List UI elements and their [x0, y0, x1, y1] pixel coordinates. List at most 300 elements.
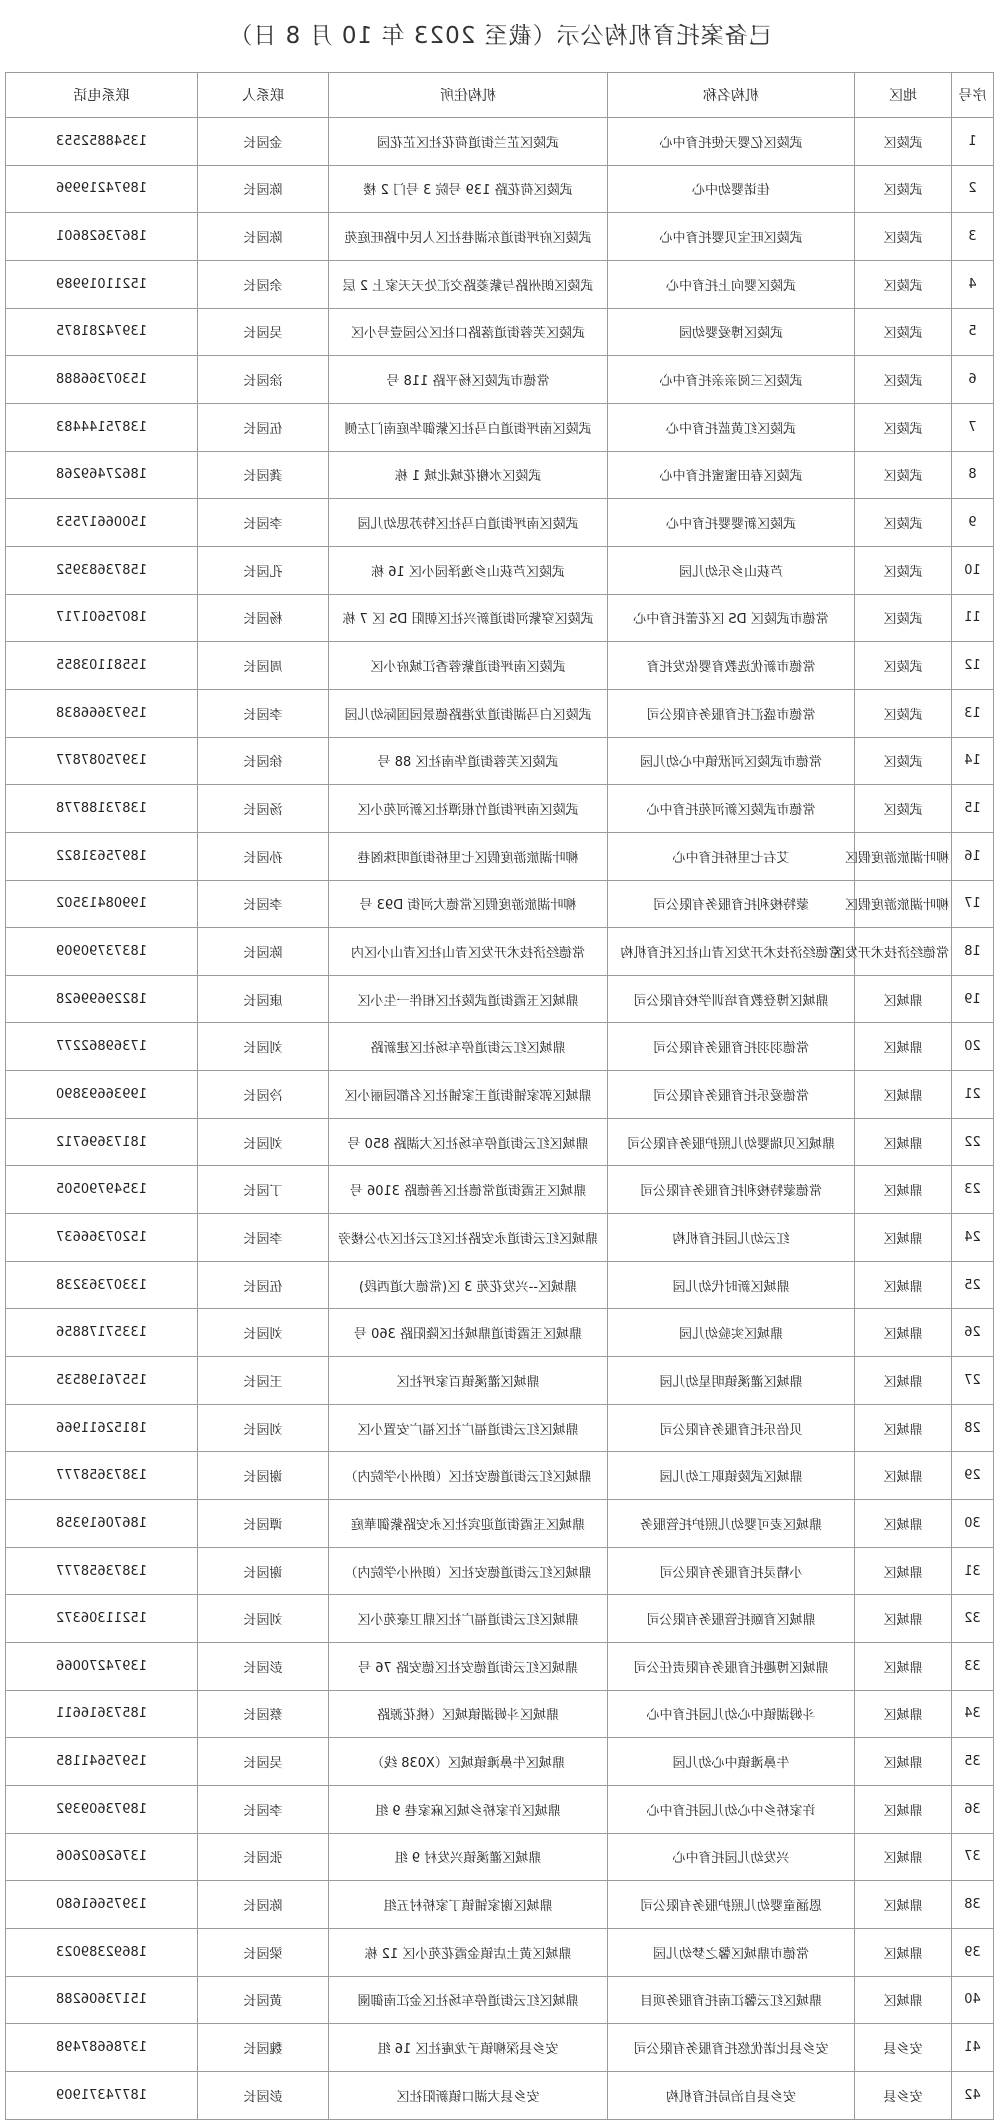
contact-cell: 龚园长 [198, 451, 329, 499]
region-cell: 武陵区 [855, 451, 952, 499]
seq-cell: 11 [952, 594, 994, 642]
seq-cell: 26 [952, 1309, 994, 1357]
region-cell: 武陵区 [855, 499, 952, 547]
region-cell: 武陵区 [855, 785, 952, 833]
table-row [6, 1023, 994, 1071]
seq-cell: 36 [952, 1785, 994, 1833]
table-row [6, 356, 994, 404]
contact-cell: 徐园长 [198, 737, 329, 785]
contact-cell: 李园长 [198, 689, 329, 737]
region-cell: 鼎城区 [855, 1643, 952, 1691]
seq-cell: 34 [952, 1690, 994, 1738]
phone-cell: 15207366637 [6, 1214, 198, 1262]
header-address: 机构住所 [329, 73, 608, 118]
org-name-cell: 安乡县自治局托育机构 [608, 2071, 855, 2119]
address-cell: 鼎城区郭家铺街道王家铺社区名都园丽小区 [329, 1071, 608, 1119]
contact-cell: 涂园长 [198, 356, 329, 404]
contact-cell: 彭园长 [198, 2071, 329, 2119]
org-name-cell: 武陵区三阅亲亲托育中心 [608, 356, 855, 404]
phone-cell: 18692389023 [6, 1928, 198, 1976]
region-cell: 鼎城区 [855, 1833, 952, 1881]
seq-cell: 32 [952, 1595, 994, 1643]
table-row [6, 165, 994, 213]
phone-cell: 15307366888 [6, 356, 198, 404]
phone-cell: 13786687498 [6, 2024, 198, 2072]
phone-cell: 13548852553 [6, 118, 198, 166]
address-cell: 武陵区穿紫河街道新兴社区朝阳 DS 区 7 栋 [329, 594, 608, 642]
org-name-cell: 兴发幼儿园托育中心 [608, 1833, 855, 1881]
seq-cell: 42 [952, 2071, 994, 2119]
table-row [6, 451, 994, 499]
org-name-cell: 恩涵童婴幼儿照护服务有限公司 [608, 1881, 855, 1929]
region-cell: 柳叶湖旅游度假区 [855, 832, 952, 880]
contact-cell: 梁园长 [198, 1928, 329, 1976]
seq-cell: 31 [952, 1547, 994, 1595]
phone-cell: 15006617553 [6, 499, 198, 547]
seq-cell: 23 [952, 1166, 994, 1214]
org-name-cell: 斗姆湖镇中心幼儿园托育中心 [608, 1690, 855, 1738]
table-row [6, 1261, 994, 1309]
table-row [6, 2024, 994, 2072]
region-cell: 鼎城区 [855, 1928, 952, 1976]
contact-cell: 刘园长 [198, 1595, 329, 1643]
contact-cell: 周园长 [198, 642, 329, 690]
org-name-cell: 许家桥乡中心幼儿园托育中心 [608, 1785, 855, 1833]
address-cell: 安乡县大湖口镇新阳社区 [329, 2071, 608, 2119]
address-cell: 鼎城区红云街道停车场社区大湖路 850 号 [329, 1118, 608, 1166]
org-name-cell: 鼎城区麦可婴幼儿照护托管服务 [608, 1500, 855, 1548]
org-name-cell: 佳诺婴幼中心 [608, 165, 855, 213]
contact-cell: 孔园长 [198, 546, 329, 594]
org-name-cell: 武陵区春田蜜蜜托育中心 [608, 451, 855, 499]
org-name-cell: 常德市武陵区河洑镇中心幼儿园 [608, 737, 855, 785]
table-row [6, 1595, 994, 1643]
contact-cell: 刘园长 [198, 1118, 329, 1166]
phone-cell: 15975641185 [6, 1738, 198, 1786]
phone-cell: 18075601717 [6, 594, 198, 642]
contact-cell: 丁园长 [198, 1166, 329, 1214]
org-name-cell: 鼎城区红云馨江南托育服务项目 [608, 1976, 855, 2024]
table-row [6, 2071, 994, 2119]
phone-cell: 19908413502 [6, 880, 198, 928]
region-cell: 鼎城区 [855, 1357, 952, 1405]
table-header [6, 73, 994, 118]
address-cell: 武陵区南坪街道紫蓉香江城府小区 [329, 642, 608, 690]
address-cell: 鼎城区玉霞街道迎宾社区永安路紫御華庭 [329, 1500, 608, 1548]
table-row [6, 1643, 994, 1691]
address-cell: 鼎城区红云街道福广社区鼎卫豪苑小区 [329, 1595, 608, 1643]
org-name-cell: 常德爱乐托育服务有限公司 [608, 1071, 855, 1119]
phone-cell: 18573616611 [6, 1690, 198, 1738]
region-cell: 鼎城区 [855, 1881, 952, 1929]
address-cell: 鼎城区黄土店镇金霞花苑小区 12 栋 [329, 1928, 608, 1976]
region-cell: 鼎城区 [855, 1023, 952, 1071]
contact-cell: 谭园长 [198, 1500, 329, 1548]
org-name-cell: 贝倍乐托育服务有限公司 [608, 1404, 855, 1452]
contact-cell: 刘园长 [198, 1023, 329, 1071]
seq-cell: 13 [952, 689, 994, 737]
table-row [6, 1309, 994, 1357]
region-cell: 鼎城区 [855, 1595, 952, 1643]
address-cell: 柳叶湖旅游度假区常德大河街 D93 号 [329, 880, 608, 928]
seq-cell: 19 [952, 975, 994, 1023]
seq-cell: 18 [952, 928, 994, 976]
region-cell: 柳叶湖旅游度假区 [855, 880, 952, 928]
header-region: 地区 [855, 73, 952, 118]
org-name-cell: 小精灵托育服务有限公司 [608, 1547, 855, 1595]
region-cell: 鼎城区 [855, 1214, 952, 1262]
address-cell: 武陵区南坪街道白马社区特苏思幼儿园 [329, 499, 608, 547]
phone-cell: 18673628601 [6, 213, 198, 261]
phone-cell: 18152611966 [6, 1404, 198, 1452]
seq-cell: 6 [952, 356, 994, 404]
table-row [6, 499, 994, 547]
org-name-cell: 艾右七里桥托育中心 [608, 832, 855, 880]
table-row [6, 832, 994, 880]
address-cell: 武陵区芙蓉街道华南社区 88 号 [329, 737, 608, 785]
address-cell: 常德经济技术开发区青山社区青山小区内 [329, 928, 608, 976]
table-row [6, 1976, 994, 2024]
phone-cell: 18774371909 [6, 2071, 198, 2119]
region-cell: 武陵区 [855, 213, 952, 261]
table-row [6, 1881, 994, 1929]
registry-table [5, 72, 994, 2120]
phone-cell: 13873658777 [6, 1452, 198, 1500]
header-seq: 序号 [952, 73, 994, 118]
phone-cell: 15973666838 [6, 689, 198, 737]
seq-cell: 8 [952, 451, 994, 499]
seq-cell: 39 [952, 1928, 994, 1976]
page-title: 已备案托育机构公示（截至 2023 年 10 月 8 日） [228, 23, 772, 49]
org-name-cell: 鼎城区育颐托管服务有限公司 [608, 1595, 855, 1643]
table-row [6, 1452, 994, 1500]
phone-cell: 13549790505 [6, 1166, 198, 1214]
seq-cell: 28 [952, 1404, 994, 1452]
header-org-name: 机构名称 [608, 73, 855, 118]
region-cell: 武陵区 [855, 308, 952, 356]
address-cell: 鼎城区红云街道德安社区德安路 76 号 [329, 1643, 608, 1691]
phone-cell: 17369862277 [6, 1023, 198, 1071]
org-name-cell: 鼎城区新时代幼儿园 [608, 1261, 855, 1309]
seq-cell: 9 [952, 499, 994, 547]
org-name-cell: 鼎城区博趣托育服务有限责任公司 [608, 1643, 855, 1691]
seq-cell: 29 [952, 1452, 994, 1500]
contact-cell: 吴园长 [198, 308, 329, 356]
region-cell: 鼎城区 [855, 1261, 952, 1309]
phone-cell: 13975661680 [6, 1881, 198, 1929]
table-row [6, 689, 994, 737]
seq-cell: 3 [952, 213, 994, 261]
org-name-cell: 鼎城区实验幼儿园 [608, 1309, 855, 1357]
org-name-cell: 常德市鼎城区馨之梦幼儿园 [608, 1928, 855, 1976]
seq-cell: 7 [952, 403, 994, 451]
table-row [6, 1404, 994, 1452]
seq-cell: 4 [952, 260, 994, 308]
seq-cell: 21 [952, 1071, 994, 1119]
header-phone: 联系电话 [6, 73, 198, 118]
address-cell: 常德市武陵区杨平路 118 号 [329, 356, 608, 404]
phone-cell: 13762602606 [6, 1833, 198, 1881]
seq-cell: 33 [952, 1643, 994, 1691]
phone-cell: 13873658777 [6, 1547, 198, 1595]
contact-cell: 余园长 [198, 260, 329, 308]
phone-cell: 15173606288 [6, 1976, 198, 2024]
contact-cell: 陈园长 [198, 165, 329, 213]
table-row [6, 880, 994, 928]
contact-cell: 李园长 [198, 880, 329, 928]
table-row [6, 1357, 994, 1405]
region-cell: 武陵区 [855, 594, 952, 642]
address-cell: 鼎城区红云街道德安社区（朗州小学院内） [329, 1547, 608, 1595]
seq-cell: 1 [952, 118, 994, 166]
contact-cell: 李园长 [198, 1214, 329, 1262]
seq-cell: 38 [952, 1881, 994, 1929]
seq-cell: 37 [952, 1833, 994, 1881]
header-contact: 联系人 [198, 73, 329, 118]
table-row [6, 1214, 994, 1262]
region-cell: 鼎城区 [855, 1976, 952, 2024]
table-row [6, 213, 994, 261]
phone-cell: 15211019989 [6, 260, 198, 308]
header-row [6, 73, 994, 118]
org-name-cell: 常德羽羽托育服务有限公司 [608, 1023, 855, 1071]
contact-cell: 刘园长 [198, 1404, 329, 1452]
address-cell: 武陵区府坪街道东湖巷社区人民中路旺庭苑 [329, 213, 608, 261]
contact-cell: 伍园长 [198, 403, 329, 451]
org-name-cell: 蒙特梭利托育服务有限公司 [608, 880, 855, 928]
phone-cell: 18627469268 [6, 451, 198, 499]
address-cell: 鼎城区斗姆湖镇城区（桃花源路 [329, 1690, 608, 1738]
address-cell: 鼎城区许家桥乡城区麻家巷 9 组 [329, 1785, 608, 1833]
region-cell: 鼎城区 [855, 1404, 952, 1452]
phone-cell: 13974270066 [6, 1643, 198, 1691]
contact-cell: 张园长 [198, 1833, 329, 1881]
seq-cell: 10 [952, 546, 994, 594]
contact-cell: 杨园长 [198, 594, 329, 642]
region-cell: 鼎城区 [855, 1547, 952, 1595]
address-cell: 鼎城区谢家铺镇丁家桥村五组 [329, 1881, 608, 1929]
contact-cell: 谢园长 [198, 1452, 329, 1500]
region-cell: 鼎城区 [855, 1166, 952, 1214]
address-cell: 鼎城区玉霞街道鼎城社区隆阳路 360 号 [329, 1309, 608, 1357]
region-cell: 武陵区 [855, 642, 952, 690]
contact-cell: 谢园长 [198, 1547, 329, 1595]
org-name-cell: 鼎城区灌溪镇明星幼儿园 [608, 1357, 855, 1405]
address-cell: 武陵区南坪街道白马社区紫御华庭南门左侧 [329, 403, 608, 451]
phone-cell: 18973609392 [6, 1785, 198, 1833]
phone-cell: 13357178856 [6, 1309, 198, 1357]
table-row [6, 737, 994, 785]
phone-cell: 18974219996 [6, 165, 198, 213]
region-cell: 武陵区 [855, 403, 952, 451]
table-row [6, 928, 994, 976]
phone-cell: 13873188778 [6, 785, 198, 833]
region-cell: 武陵区 [855, 356, 952, 404]
contact-cell: 陈园长 [198, 213, 329, 261]
address-cell: 武陵区朗州路与紫菱路交汇处天天家上 2 层 [329, 260, 608, 308]
address-cell: 武陵区荷花路 139 号院 3 号门 2 楼 [329, 165, 608, 213]
contact-cell: 汤园长 [198, 785, 329, 833]
contact-cell: 蔡园长 [198, 1690, 329, 1738]
contact-cell: 李园长 [198, 1785, 329, 1833]
seq-cell: 17 [952, 880, 994, 928]
address-cell: 鼎城区红云街道福广社区福广安置小区 [329, 1404, 608, 1452]
seq-cell: 40 [952, 1976, 994, 2024]
seq-cell: 35 [952, 1738, 994, 1786]
phone-cell: 18229699628 [6, 975, 198, 1023]
seq-cell: 12 [952, 642, 994, 690]
contact-cell: 李园长 [198, 499, 329, 547]
region-cell: 安乡县 [855, 2024, 952, 2072]
org-name-cell: 鼎城区武陵镇职工幼儿园 [608, 1452, 855, 1500]
org-name-cell: 常德市武陵区新河苑托育中心 [608, 785, 855, 833]
address-cell: 鼎城区灌溪镇百家坪社区 [329, 1357, 608, 1405]
region-cell: 武陵区 [855, 165, 952, 213]
table-row [6, 642, 994, 690]
table-row [6, 1166, 994, 1214]
region-cell: 鼎城区 [855, 1738, 952, 1786]
address-cell: 鼎城区红云街道永安路社区红云社区办公楼旁 [329, 1214, 608, 1262]
contact-cell: 冷园长 [198, 1071, 329, 1119]
contact-cell: 王园长 [198, 1357, 329, 1405]
address-cell: 鼎城区红云街道德安社区（朗州小学院内） [329, 1452, 608, 1500]
seq-cell: 16 [952, 832, 994, 880]
table-row [6, 1690, 994, 1738]
phone-cell: 13875144483 [6, 403, 198, 451]
region-cell: 鼎城区 [855, 1118, 952, 1166]
region-cell: 鼎城区 [855, 1309, 952, 1357]
table-row [6, 1785, 994, 1833]
contact-cell: 黄园长 [198, 1976, 329, 2024]
address-cell: 柳叶湖旅游度假区七里桥街道明珠阁巷 [329, 832, 608, 880]
org-name-cell: 武陵区旺宝贝婴托育中心 [608, 213, 855, 261]
org-name-cell: 武陵区新婴婴托育中心 [608, 499, 855, 547]
seq-cell: 22 [952, 1118, 994, 1166]
phone-cell: 18670619358 [6, 1500, 198, 1548]
address-cell: 鼎城区红云街道停车场社区金江南御園 [329, 1976, 608, 2024]
address-cell: 武陵区白马湖街道龙港路德景园国际幼儿园 [329, 689, 608, 737]
region-cell: 鼎城区 [855, 1500, 952, 1548]
address-cell: 安乡县深柳镇子龙庵社区 16 组 [329, 2024, 608, 2072]
table-row [6, 260, 994, 308]
region-cell: 武陵区 [855, 737, 952, 785]
contact-cell: 金园长 [198, 118, 329, 166]
table-row [6, 1500, 994, 1548]
org-name-cell: 常德市武陵区 DS 区花蕾托育中心 [608, 594, 855, 642]
address-cell: 鼎城区牛鼻滩镇城区（X038 线） [329, 1738, 608, 1786]
org-name-cell: 常德市盛汇托育服务有限公司 [608, 689, 855, 737]
address-cell: 武陵区南坪街道竹根潭社区新河苑小区 [329, 785, 608, 833]
address-cell: 武陵区芦荻山乡逸泽园小区 16 栋 [329, 546, 608, 594]
contact-cell: 刘园长 [198, 1309, 329, 1357]
region-cell: 鼎城区 [855, 1785, 952, 1833]
org-name-cell: 鼎城区博登教育培训学校有限公司 [608, 975, 855, 1023]
table-row [6, 546, 994, 594]
org-name-cell: 武陵区亿婴天使托育中心 [608, 118, 855, 166]
contact-cell: 吴园长 [198, 1738, 329, 1786]
contact-cell: 伍园长 [198, 1261, 329, 1309]
table-row [6, 1118, 994, 1166]
contact-cell: 孙园长 [198, 832, 329, 880]
contact-cell: 陈园长 [198, 1881, 329, 1929]
table-row [6, 403, 994, 451]
phone-cell: 13975087877 [6, 737, 198, 785]
phone-cell: 18173696712 [6, 1118, 198, 1166]
org-name-cell: 武陵区婴向上托育中心 [608, 260, 855, 308]
phone-cell: 15873683952 [6, 546, 198, 594]
org-name-cell: 常德市新优选教育婴依发托育 [608, 642, 855, 690]
address-cell: 鼎城区玉霞街道常德社区善德路 3106 号 [329, 1166, 608, 1214]
table-row [6, 1928, 994, 1976]
seq-cell: 25 [952, 1261, 994, 1309]
seq-cell: 30 [952, 1500, 994, 1548]
region-cell: 常德经济技术开发区 [855, 928, 952, 976]
contact-cell: 彭园长 [198, 1643, 329, 1691]
table-row [6, 594, 994, 642]
seq-cell: 14 [952, 737, 994, 785]
address-cell: 鼎城区玉霞街道武陵社区相伴一生小区 [329, 975, 608, 1023]
address-cell: 武陵区芙蓉街道落路口社区公园壹号小区 [329, 308, 608, 356]
phone-cell: 15576198535 [6, 1357, 198, 1405]
seq-cell: 2 [952, 165, 994, 213]
contact-cell: 康园长 [198, 975, 329, 1023]
table-row [6, 1833, 994, 1881]
seq-cell: 5 [952, 308, 994, 356]
region-cell: 安乡县 [855, 2071, 952, 2119]
phone-cell: 13974281875 [6, 308, 198, 356]
table-row [6, 1071, 994, 1119]
table-row [6, 1547, 994, 1595]
phone-cell: 15581103855 [6, 642, 198, 690]
region-cell: 鼎城区 [855, 1071, 952, 1119]
table-body [6, 118, 994, 2120]
phone-cell: 18975631822 [6, 832, 198, 880]
table-row [6, 785, 994, 833]
contact-cell: 陈园长 [198, 928, 329, 976]
region-cell: 武陵区 [855, 689, 952, 737]
org-name-cell: 武陵区红黄蓝托育中心 [608, 403, 855, 451]
region-cell: 鼎城区 [855, 1452, 952, 1500]
table-row [6, 308, 994, 356]
table-row [6, 975, 994, 1023]
org-name-cell: 常德蒙特梭利托育服务有限公司 [608, 1166, 855, 1214]
address-cell: 武陵区芷兰街道荷花社区芷花园 [329, 118, 608, 166]
org-name-cell: 安乡县比诺优悠托育服务有限公司 [608, 2024, 855, 2072]
org-name-cell: 红云幼儿园托育机构 [608, 1214, 855, 1262]
region-cell: 武陵区 [855, 260, 952, 308]
org-name-cell: 武陵区博爱婴幼园 [608, 308, 855, 356]
seq-cell: 20 [952, 1023, 994, 1071]
org-name-cell: 鼎城区贝瑞婴幼儿照护服务有限公司 [608, 1118, 855, 1166]
org-name-cell: 芦荻山乡乐幼儿园 [608, 546, 855, 594]
phone-cell: 18373790909 [6, 928, 198, 976]
address-cell: 鼎城区--兴发花苑 3 区(常德大道西段) [329, 1261, 608, 1309]
org-name-cell: 牛鼻滩镇中心幼儿园 [608, 1738, 855, 1786]
contact-cell: 魏园长 [198, 2024, 329, 2072]
region-cell: 武陵区 [855, 118, 952, 166]
address-cell: 鼎城区灌溪镇兴发村 9 组 [329, 1833, 608, 1881]
seq-cell: 41 [952, 2024, 994, 2072]
address-cell: 武陵区水榭花城北城 1 栋 [329, 451, 608, 499]
phone-cell: 19936693890 [6, 1071, 198, 1119]
seq-cell: 15 [952, 785, 994, 833]
seq-cell: 24 [952, 1214, 994, 1262]
region-cell: 武陵区 [855, 546, 952, 594]
seq-cell: 27 [952, 1357, 994, 1405]
region-cell: 鼎城区 [855, 975, 952, 1023]
table-row [6, 118, 994, 166]
address-cell: 鼎城区红云街道停车场社区建新路 [329, 1023, 608, 1071]
